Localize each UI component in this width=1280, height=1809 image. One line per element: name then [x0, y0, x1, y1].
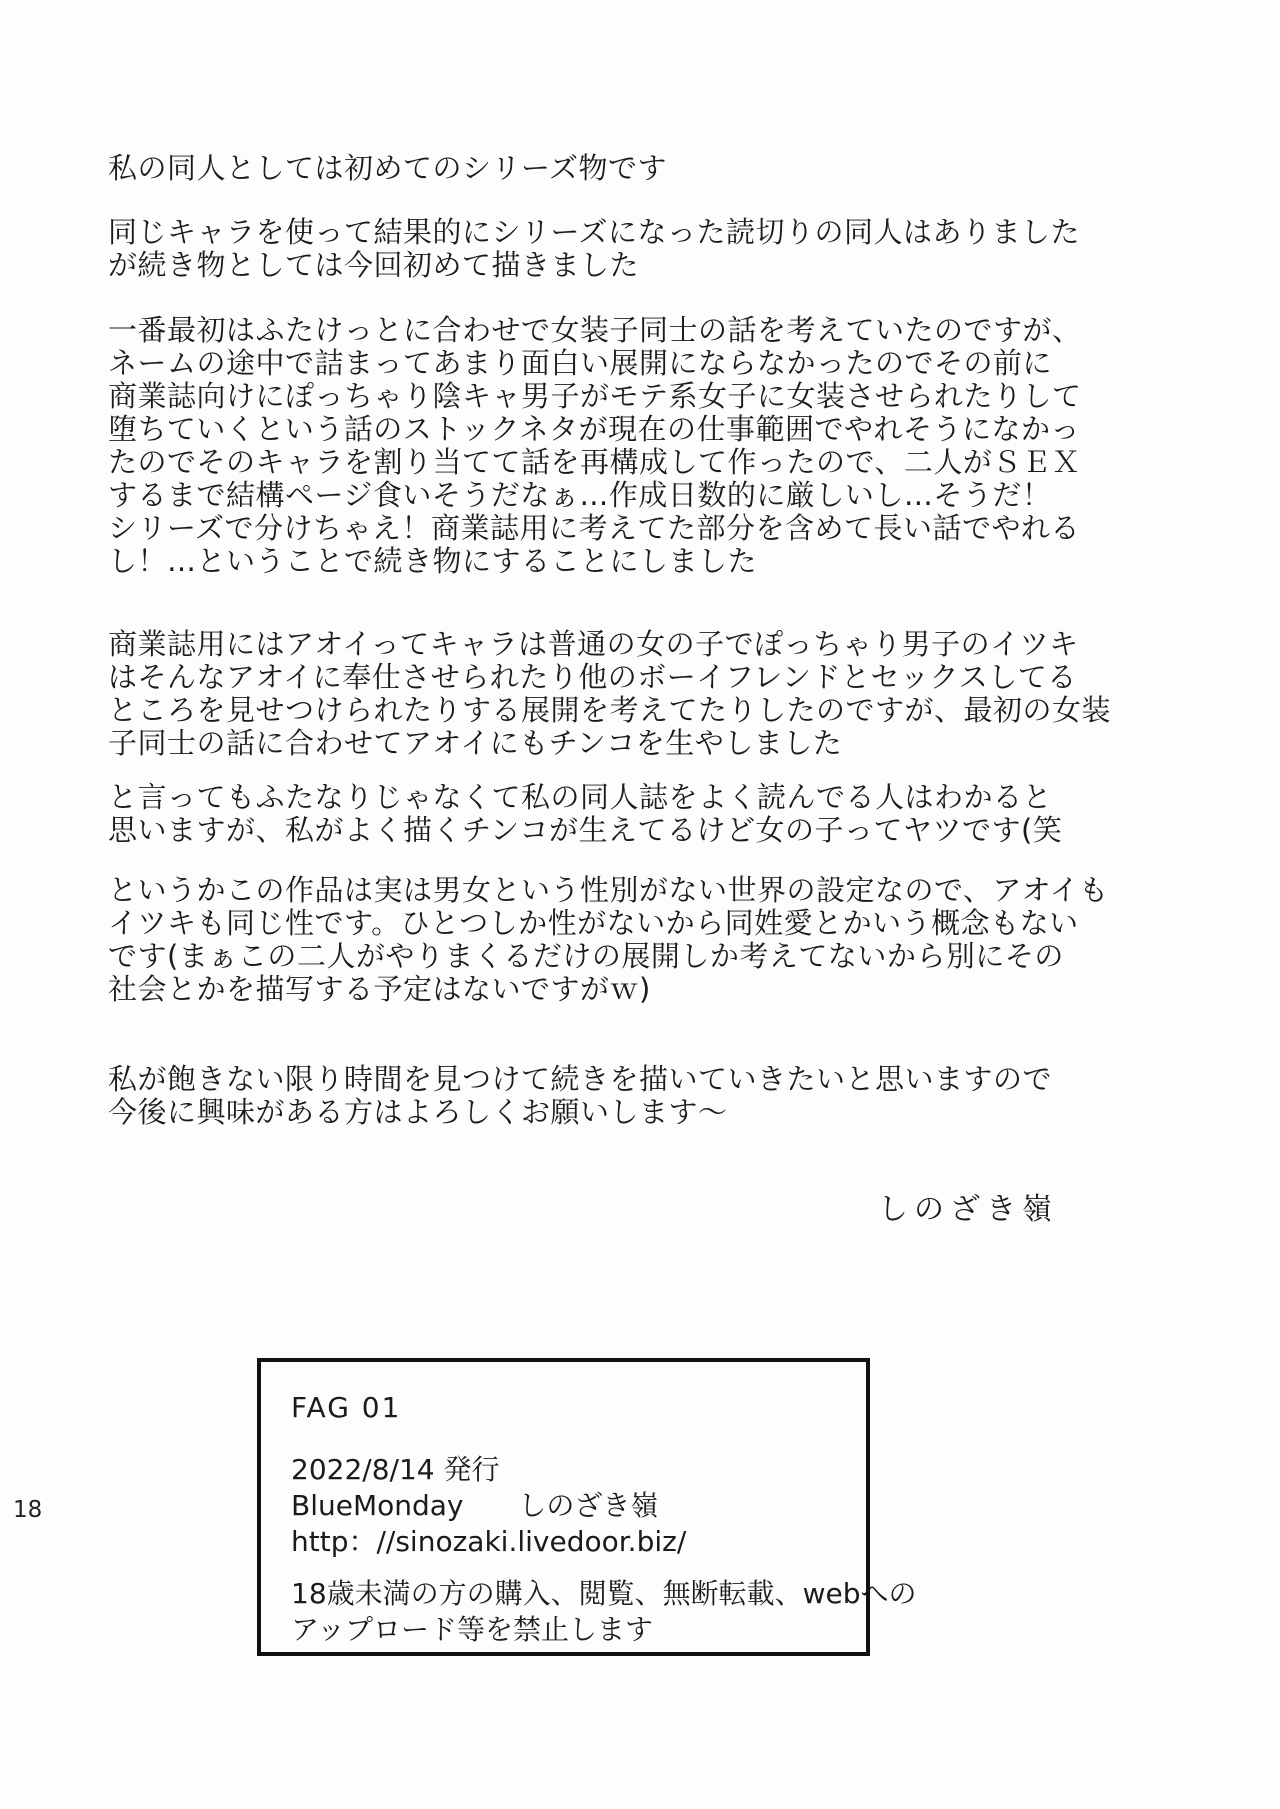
text-line: が続き物としては今回初めて描きました	[108, 248, 640, 282]
afterword-paragraph-7	[108, 1063, 1052, 1129]
text-line: 堕ちていくという話のストックネタが現在の仕事範囲でやれそうになかっ	[108, 412, 1081, 446]
afterword-paragraph-5	[108, 781, 1062, 847]
text-line: というかこの作品は実は男女という性別がない世界の設定なので、アオイも	[108, 873, 1109, 907]
text-line: アップロード等を禁止します	[291, 1613, 654, 1646]
text-line: イツキも同じ性です。ひとつしか性がないから同姓愛とかいう概念もない	[108, 906, 1079, 940]
text-line: 私の同人としては初めてのシリーズ物です	[108, 151, 668, 185]
author-name: しのざき嶺	[518, 1489, 659, 1522]
text-line: です(まぁこの二人がやりまくるだけの展開しか考えてないから別にその	[108, 939, 1064, 973]
circle-author-line	[291, 1488, 866, 1524]
circle-name: BlueMonday	[291, 1489, 464, 1522]
text-line: たのでそのキャラを割り当てて話を再構成して作ったので、二人がＳＥＸ	[108, 445, 1081, 479]
publish-date: 2022/8/14 発行	[291, 1453, 500, 1486]
text-line: し！…ということで続き物にすることにしました	[108, 544, 758, 578]
text-line: 18歳未満の方の購入、閲覧、無断転載、webへの	[291, 1577, 917, 1610]
text-line: 同じキャラを使って結果的にシリーズになった読切りの同人はありました	[108, 215, 1081, 249]
age-restriction-notice	[291, 1576, 917, 1648]
text-line: シリーズで分けちゃえ！商業誌用に考えてた部分を含めて長い話でやれる	[108, 511, 1081, 545]
afterword-paragraph-2	[108, 216, 1080, 282]
text-line: 商業誌用にはアオイってキャラは普通の女の子でぽっちゃり男子のイツキ	[108, 627, 1079, 661]
text-line: 社会とかを描写する予定はないですがｗ)	[108, 972, 651, 1006]
page-number: 18	[13, 1497, 43, 1523]
text-line: 子同士の話に合わせてアオイにもチンコを生やしました	[108, 726, 843, 760]
text-line: ところを見せつけられたりする展開を考えてたりしたのですが、最初の女装	[108, 693, 1112, 727]
afterword-paragraph-1	[108, 152, 667, 185]
text-line: するまで結構ページ食いそうだなぁ…作成日数的に厳しいし…そうだ！	[108, 478, 1052, 512]
website-url: http：//sinozaki.livedoor.biz/	[291, 1525, 687, 1558]
text-line: ネームの途中で詰まってあまり面白い展開にならなかったのでその前に	[108, 346, 1053, 380]
colophon-box	[257, 1358, 917, 1656]
afterword-paragraph-3	[108, 314, 1082, 578]
text-line: 今後に興味がある方はよろしくお願いします～	[108, 1095, 728, 1129]
text-line: と言ってもふたなりじゃなくて私の同人誌をよく読んでる人はわかると	[108, 780, 1053, 814]
text-line: はそんなアオイに奉仕させられたり他のボーイフレンドとセックスしてる	[108, 660, 1077, 694]
afterword-paragraph-4	[108, 628, 1111, 760]
text-line: 思いますが、私がよく描くチンコが生えてるけど女の子ってヤツです(笑	[108, 813, 1063, 847]
text-line: 私が飽きない限り時間を見つけて続きを描いていきたいと思いますので	[108, 1062, 1053, 1096]
text-line: 商業誌向けにぽっちゃり陰キャ男子がモテ系女子に女装させられたりして	[108, 379, 1082, 413]
book-title: FAG 01	[291, 1391, 402, 1424]
author-signature: しのざき嶺	[878, 1192, 1058, 1227]
text-line: 一番最初はふたけっとに合わせで女装子同士の話を考えていたのですが、	[108, 313, 1082, 347]
afterword-paragraph-6	[108, 874, 1109, 1006]
